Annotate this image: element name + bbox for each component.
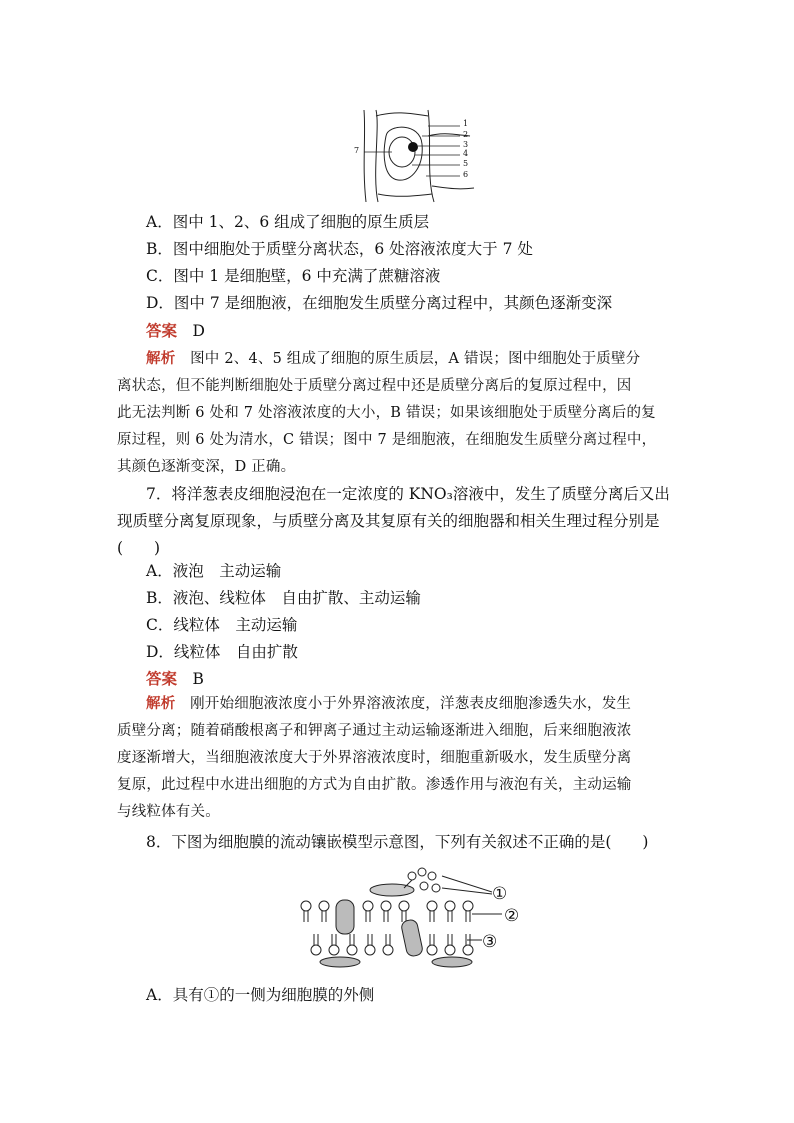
q6-explanation-line-3: 此无法判断 6 处和 7 处溶液浓度的大小，B 错误；如果该细胞处于质壁分离后的复	[117, 405, 656, 421]
explanation-label: 解析	[146, 695, 176, 712]
answer-value: D	[192, 322, 205, 340]
q7-stem-line-1: 7．将洋葱表皮细胞浸泡在一定浓度的 KNO₃溶液中，发生了质壁分离后又出	[146, 485, 670, 503]
figure-label-7: 7	[354, 146, 360, 155]
answer-label: 答案	[146, 321, 178, 340]
q6-option-d: D．图中 7 是细胞液，在细胞发生质壁分离过程中，其颜色逐渐变深	[146, 294, 613, 312]
q8-option-a: A．具有①的一侧为细胞膜的外侧	[146, 986, 375, 1004]
q7-explanation-line-3: 度逐渐增大，当细胞液浓度大于外界溶液浓度时，细胞重新吸水，发生质壁分离	[117, 750, 632, 766]
q8-stem: 8．下图为细胞膜的流动镶嵌模型示意图，下列有关叙述不正确的是( )	[146, 833, 649, 851]
q6-explanation-line-4: 原过程，则 6 处为清水，C 错误；图中 7 是细胞液，在细胞发生质壁分离过程中，	[117, 432, 657, 448]
q7-answer	[146, 669, 204, 689]
q7-option-b: B．液泡、线粒体 自由扩散、主动运输	[146, 589, 421, 607]
membrane-figure	[292, 862, 532, 972]
explanation-text: 图中 2、4、5 组成了细胞的原生质层，A 错误；图中细胞处于质壁分	[190, 351, 641, 367]
q7-option-c: C．线粒体 主动运输	[146, 616, 298, 634]
q7-option-a: A．液泡 主动运输	[146, 562, 282, 580]
q7-stem-line-3: ( )	[117, 539, 161, 557]
q7-explanation-line-5: 与线粒体有关。	[117, 804, 220, 820]
q7-explanation-line-4: 复原，此过程中水进出细胞的方式为自由扩散。渗透作用与液泡有关，主动运输	[117, 777, 632, 793]
plant-cell-figure	[352, 106, 482, 206]
figure-label-4: 4	[463, 149, 469, 158]
q7-option-d: D．线粒体 自由扩散	[146, 643, 298, 661]
q6-explanation-line-2: 离状态，但不能判断细胞处于质壁分离过程中还是质壁分离后的复原过程中，因	[117, 378, 632, 394]
q7-explanation-line-1	[146, 694, 631, 714]
figure-label-3: 3	[463, 140, 469, 149]
figure-label-2: 2	[463, 130, 469, 139]
q6-answer	[146, 321, 205, 341]
answer-label: 答案	[146, 669, 178, 688]
answer-value: B	[192, 670, 204, 688]
explanation-text: 刚开始细胞液浓度小于外界溶液浓度，洋葱表皮细胞渗透失水，发生	[190, 696, 632, 712]
q7-stem-line-2: 现质壁分离复原现象，与质壁分离及其复原有关的细胞器和相关生理过程分别是	[117, 512, 660, 530]
q6-option-a: A．图中 1、2、6 组成了细胞的原生质层	[146, 213, 430, 231]
q6-explanation-line-5: 其颜色逐渐变深，D 正确。	[117, 459, 296, 475]
figure-label-1: 1	[463, 119, 469, 128]
q7-explanation-line-2: 质壁分离；随着硝酸根离子和钾离子通过主动运输逐渐进入细胞，后来细胞液浓	[117, 723, 632, 739]
membrane-label-1: ①	[492, 884, 508, 904]
membrane-label-3: ③	[482, 932, 498, 952]
membrane-label-2: ②	[504, 906, 520, 926]
q6-option-c: C．图中 1 是细胞壁，6 中充满了蔗糖溶液	[146, 267, 441, 285]
q6-explanation-line-1	[146, 349, 640, 369]
explanation-label: 解析	[146, 350, 176, 367]
figure-label-6: 6	[463, 170, 469, 179]
figure-label-5: 5	[463, 159, 469, 168]
q6-option-b: B．图中细胞处于质壁分离状态，6 处溶液浓度大于 7 处	[146, 240, 533, 258]
